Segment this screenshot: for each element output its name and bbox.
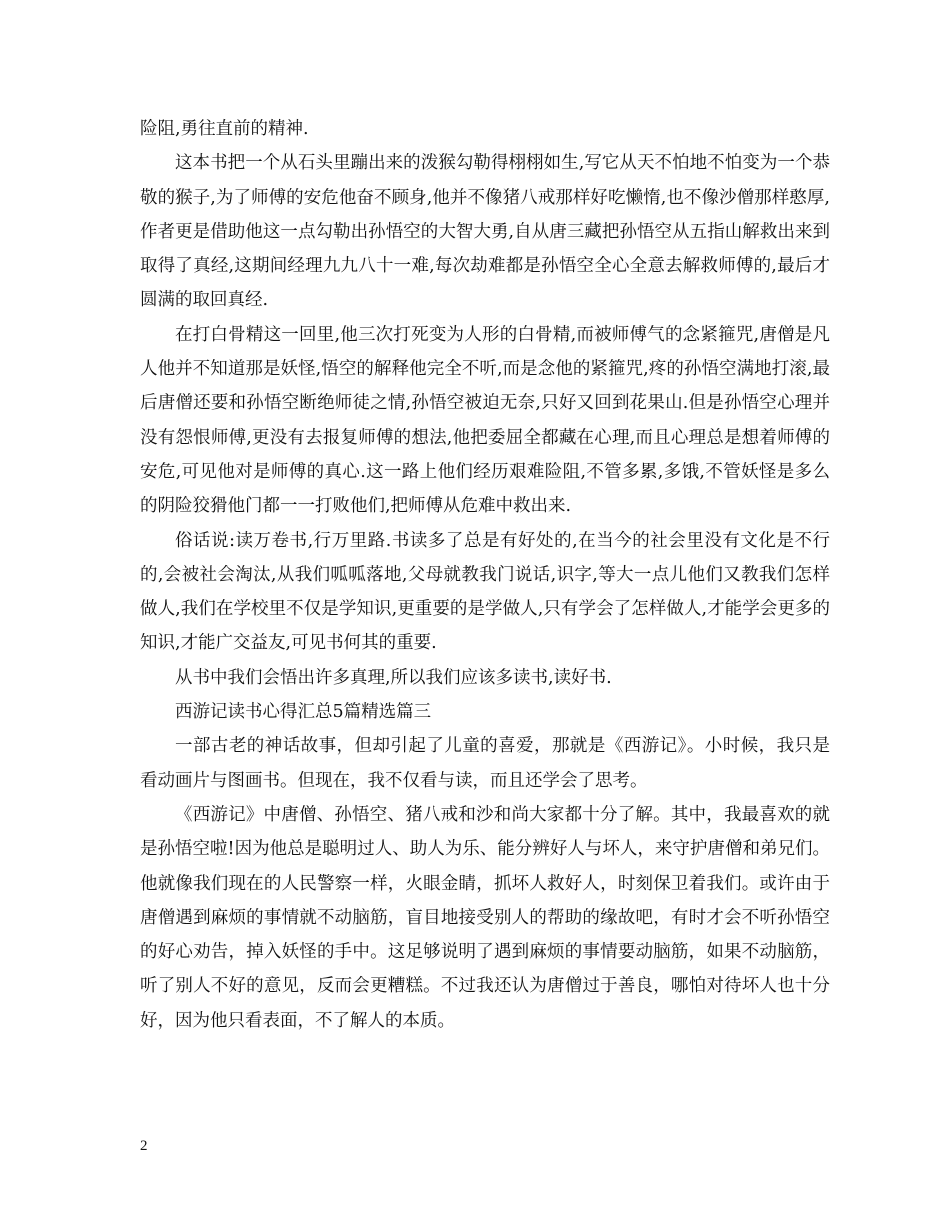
section-heading: 西游记读书心得汇总5篇精选篇三 [175, 702, 432, 723]
paragraph: 这本书把一个从石头里蹦出来的泼猴勾勒得栩栩如生,写它从天不怕地不怕变为一个恭敬的猴子,为了师傅的安危他奋不顾身,他并不像猪八戒那样好吃懒惰,也不像沙僧那样憨厚,作者更是借助他这一点勾勒出孙悟空的大智大勇,自从唐三藏把孙悟空从五指山解救出来到取得了真经,这期间经理九九八十一难,每次劫难都是孙悟空全心全意去解救师傅的,最后才圆满的取回真经. [140, 153, 830, 311]
paragraph: 在打白骨精这一回里,他三次打死变为人形的白骨精,而被师傅气的念紧箍咒,唐僧是凡人他并不知道那是妖怪,悟空的解释他完全不听,而是念他的紧箍咒,疼的孙悟空满地打滚,最后唐僧还要和孙悟空断绝师徒之情,孙悟空被迫无奈,只好又回到花果山.但是孙悟空心理并没有怨恨师傅,更没有去报复师傅的想法,他把委屈全都藏在心理,而且心理总是想着师傅的安危,可见他对是师傅的真心.这一路上他们经历艰难险阻,不管多累,多饿,不管妖怪是多么的阴险狡猾他门都一一打败他们,把师傅从危难中救出来. [140, 324, 830, 517]
paragraph: 一部古老的神话故事，但却引起了儿童的喜爱，那就是《西游记》。小时候，我只是看动画片与图画书。但现在，我不仅看与读，而且还学会了思考。 [140, 736, 830, 791]
paragraph: 俗话说:读万卷书,行万里路.书读多了总是有好处的,在当今的社会里没有文化是不行的,会被社会淘汰,从我们呱呱落地,父母就教我门说话,识字,等大一点儿他们又教我们怎样做人,我们在学校里不仅是学知识,更重要的是学做人,只有学会了怎样做人,才能学会更多的知识,才能广交益友,可见书何其的重要. [140, 530, 830, 654]
paragraph: 从书中我们会悟出许多真理,所以我们应该多读书,读好书. [175, 667, 612, 688]
paragraph: 险阻,勇往直前的精神. [140, 119, 309, 139]
document-body [140, 112, 830, 1038]
paragraph: 《西游记》中唐僧、孙悟空、猪八戒和沙和尚大家都十分了解。其中，我最喜欢的就是孙悟空啦!因为他总是聪明过人、助人为乐、能分辨好人与坏人，来守护唐僧和弟兄们。他就像我们现在的人民警察一样，火眼金睛，抓坏人救好人，时刻保卫着我们。或许由于唐僧遇到麻烦的事情就不动脑筋，盲目地接受别人的帮助的缘故吧，有时才会不听孙悟空的好心劝告，掉入妖怪的手中。这足够说明了遇到麻烦的事情要动脑筋，如果不动脑筋，听了别人不好的意见，反而会更糟糕。不过我还认为唐僧过于善良，哪怕对待坏人也十分好，因为他只看表面，不了解人的本质。 [140, 804, 830, 1031]
page-number: 2 [140, 1138, 148, 1154]
